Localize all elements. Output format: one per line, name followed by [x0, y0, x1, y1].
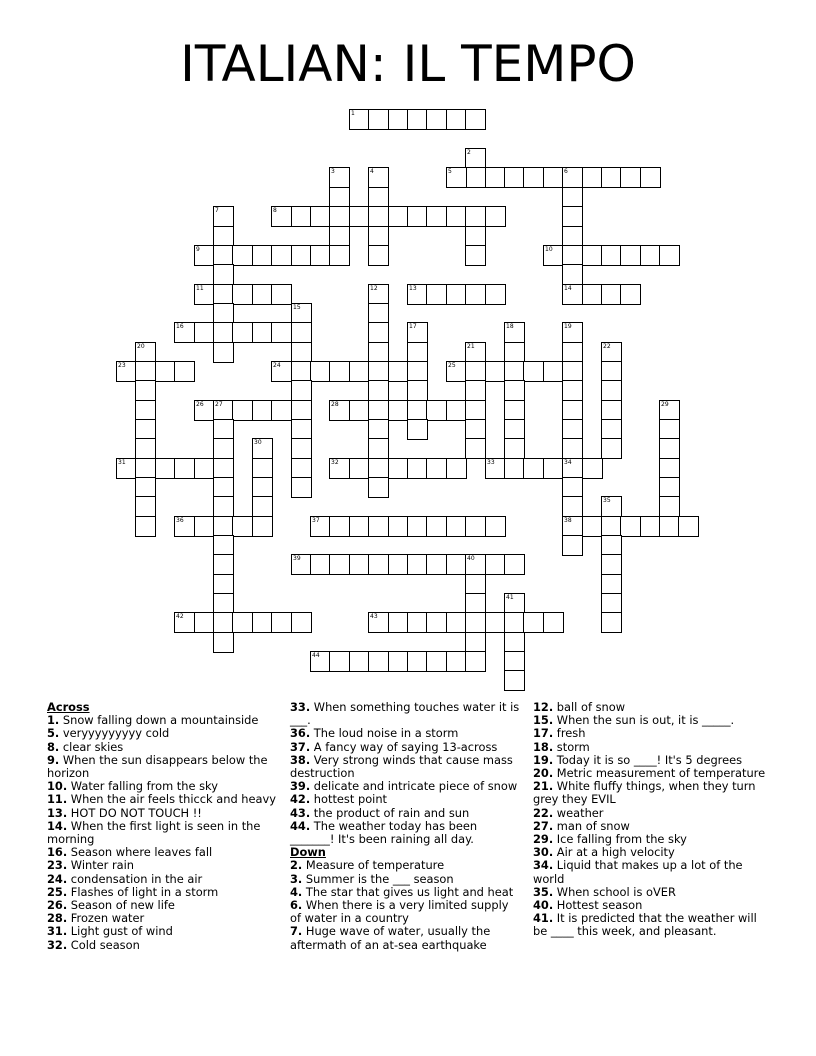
clue-number: 8 [273, 207, 277, 214]
grid-cell[interactable] [407, 322, 428, 343]
clue-text: It is predicted that the weather will be ____ this week, and pleasant. [533, 911, 757, 939]
grid-cell[interactable] [252, 496, 273, 517]
clue-number: 42 [176, 613, 184, 620]
grid-cell[interactable] [601, 438, 622, 459]
clue-number-label: 44. [290, 818, 311, 833]
grid-cell[interactable] [562, 438, 583, 459]
grid-cell[interactable] [329, 400, 350, 421]
grid-cell[interactable] [446, 458, 467, 479]
clue-text: delicate and intricate piece of snow [310, 779, 518, 794]
section-heading: Down [290, 845, 326, 860]
grid-cell[interactable] [407, 380, 428, 401]
clue-number: 43 [370, 613, 378, 620]
clue-text: Winter rain [67, 858, 135, 873]
clue-number: 39 [293, 555, 301, 562]
clue-number-label: 13. [47, 805, 68, 820]
clue-text: storm [553, 739, 590, 754]
clue-number-label: 36. [290, 726, 311, 741]
clue-number-label: 16. [47, 845, 68, 860]
clue-text: When the air feels thicck and heavy [67, 792, 276, 807]
clue-text: Measure of temperature [302, 858, 445, 873]
grid-cell[interactable] [252, 438, 273, 459]
grid-cell[interactable] [562, 535, 583, 556]
clue-number: 29 [661, 401, 669, 408]
grid-cell[interactable] [504, 670, 525, 691]
grid-cell[interactable] [135, 380, 156, 401]
clue-number: 18 [506, 323, 514, 330]
grid-cell[interactable] [640, 167, 661, 188]
clue-text: Frozen water [67, 911, 145, 926]
clue-number: 3 [331, 168, 335, 175]
clue-text: Cold season [67, 937, 140, 952]
clue-number: 7 [215, 207, 219, 214]
clue-text: When school is oVER [553, 884, 676, 899]
clue-number-label: 10. [47, 779, 68, 794]
clue-number-label: 33. [290, 700, 311, 714]
clue-number-label: 31. [47, 924, 68, 939]
clue-number-label: 20. [533, 766, 554, 781]
clue-number-label: 29. [533, 832, 554, 847]
clue-text: veryyyyyyyyy cold [59, 726, 170, 741]
clue-number-label: 37. [290, 739, 311, 754]
clue-number: 5 [448, 168, 452, 175]
clue-text: Huge wave of water, usually the aftermath of an at-sea earthquake [290, 924, 491, 952]
grid-cell[interactable] [368, 380, 389, 401]
clue-item [533, 912, 773, 938]
clue-text: Snow falling down a mountainside [59, 713, 259, 728]
grid-cell[interactable] [368, 245, 389, 266]
clue-text: When something touches water it is ___. [290, 700, 520, 728]
clue-number-label: 7. [290, 924, 303, 939]
grid-cell[interactable] [291, 477, 312, 498]
grid-cell[interactable] [562, 206, 583, 227]
grid-cell[interactable] [213, 342, 234, 363]
grid-cell[interactable] [620, 284, 641, 305]
clue-number-label: 39. [290, 779, 311, 794]
clue-number: 40 [467, 555, 475, 562]
clue-number-label: 11. [47, 792, 68, 807]
grid-cell[interactable] [659, 496, 680, 517]
clue-number: 34 [564, 459, 572, 466]
clue-number: 13 [409, 285, 417, 292]
grid-cell[interactable] [329, 167, 350, 188]
clue-number-label: 3. [290, 871, 303, 886]
grid-cell[interactable] [329, 361, 350, 382]
grid-cell[interactable] [368, 322, 389, 343]
grid-cell[interactable] [271, 284, 292, 305]
grid-cell[interactable] [678, 516, 699, 537]
grid-cell[interactable] [368, 438, 389, 459]
clue-number: 22 [603, 343, 611, 350]
clue-text: The star that gives us light and heat [302, 884, 514, 899]
grid-cell[interactable] [213, 264, 234, 285]
grid-cell[interactable] [368, 612, 389, 633]
grid-cell[interactable] [659, 245, 680, 266]
clue-number: 4 [370, 168, 374, 175]
clue-number: 41 [506, 594, 514, 601]
clue-number-label: 24. [47, 871, 68, 886]
clue-text: When the first light is seen in the morning [47, 818, 261, 847]
clue-number: 26 [196, 401, 204, 408]
clue-number: 28 [331, 401, 339, 408]
grid-cell[interactable] [213, 554, 234, 575]
clue-text: weather [553, 805, 604, 820]
clue-number-label: 23. [47, 858, 68, 873]
clue-number: 33 [487, 459, 495, 466]
grid-cell[interactable] [426, 612, 447, 633]
clue-item [290, 701, 522, 727]
clue-text: When the sun is out, it is _____. [553, 713, 735, 728]
clue-number: 12 [370, 285, 378, 292]
grid-cell[interactable] [562, 496, 583, 517]
clue-number-label: 32. [47, 937, 68, 952]
clue-number-label: 25. [47, 884, 68, 899]
clue-number: 35 [603, 497, 611, 504]
clues-column-1 [47, 701, 279, 952]
clue-text: Ice falling from the sky [553, 832, 687, 847]
clue-number: 14 [564, 285, 572, 292]
clue-number-label: 41. [533, 911, 554, 926]
grid-cell[interactable] [465, 284, 486, 305]
clue-item [290, 820, 522, 846]
clue-text: man of snow [553, 818, 630, 833]
grid-cell[interactable] [562, 167, 583, 188]
grid-cell[interactable] [523, 167, 544, 188]
clue-item [290, 925, 522, 951]
grid-cell[interactable] [620, 245, 641, 266]
grid-cell[interactable] [174, 361, 195, 382]
grid-cell[interactable] [523, 612, 544, 633]
clues-column-2 [290, 701, 522, 952]
grid-cell[interactable] [368, 206, 389, 227]
grid-cell[interactable] [329, 245, 350, 266]
grid-cell[interactable] [465, 438, 486, 459]
clue-number-label: 26. [47, 898, 68, 913]
grid-cell[interactable] [329, 516, 350, 537]
grid-cell[interactable] [426, 651, 447, 672]
grid-cell[interactable] [232, 284, 253, 305]
clue-number-label: 22. [533, 805, 554, 820]
clue-number: 19 [564, 323, 572, 330]
section-heading: Across [47, 700, 90, 714]
clue-text: The loud noise in a storm [310, 726, 459, 741]
clue-text: The weather today has been _______! It's been raining all day. [290, 818, 478, 847]
clue-number-label: 38. [290, 752, 311, 767]
clue-number: 1 [351, 110, 355, 117]
grid-cell[interactable] [426, 516, 447, 537]
clue-text: Hottest season [553, 898, 643, 913]
clue-number: 20 [137, 343, 145, 350]
grid-cell[interactable] [271, 400, 292, 421]
clue-number-label: 21. [533, 779, 554, 794]
clue-item [47, 820, 279, 846]
grid-cell[interactable] [174, 516, 195, 537]
grid-cell[interactable] [543, 612, 564, 633]
grid-cell[interactable] [329, 651, 350, 672]
clue-text: the product of rain and sun [310, 805, 470, 820]
clue-number: 10 [545, 246, 553, 253]
page-title: ITALIAN: IL TEMPO [180, 35, 636, 93]
grid-cell[interactable] [213, 206, 234, 227]
clue-item [533, 859, 773, 885]
grid-cell[interactable] [368, 109, 389, 130]
clue-text: Liquid that makes up a lot of the world [533, 858, 743, 886]
grid-cell[interactable] [368, 516, 389, 537]
clue-number-label: 2. [290, 858, 303, 873]
clue-text: Water falling from the sky [67, 779, 218, 794]
clue-item [290, 754, 522, 780]
grid-cell[interactable] [465, 516, 486, 537]
grid-cell[interactable] [426, 109, 447, 130]
clue-number-label: 4. [290, 884, 303, 899]
clue-text: HOT DO NOT TOUCH !! [67, 805, 202, 820]
grid-cell[interactable] [465, 554, 486, 575]
grid-cell[interactable] [232, 245, 253, 266]
clue-item [47, 939, 279, 952]
grid-cell[interactable] [291, 322, 312, 343]
clue-text: A fancy way of saying 13-across [310, 739, 498, 754]
clue-number: 21 [467, 343, 475, 350]
grid-cell[interactable] [465, 651, 486, 672]
clue-number-label: 43. [290, 805, 311, 820]
grid-cell[interactable] [582, 458, 603, 479]
clue-number: 11 [196, 285, 204, 292]
clue-text: Summer is the ___ season [302, 871, 454, 886]
grid-cell[interactable] [426, 284, 447, 305]
grid-cell[interactable] [271, 245, 292, 266]
grid-cell[interactable] [271, 322, 292, 343]
grid-cell[interactable] [368, 554, 389, 575]
clue-text: condensation in the air [67, 871, 203, 886]
clue-number-label: 9. [47, 752, 60, 767]
grid-cell[interactable] [232, 516, 253, 537]
grid-cell[interactable] [504, 438, 525, 459]
grid-cell[interactable] [407, 419, 428, 440]
clue-text: When the sun disappears below the horizon [47, 752, 268, 781]
clue-text: hottest point [310, 792, 388, 807]
grid-cell[interactable] [659, 438, 680, 459]
clue-number: 31 [118, 459, 126, 466]
grid-cell[interactable] [135, 516, 156, 537]
clue-number-label: 5. [47, 726, 60, 741]
clue-number: 16 [176, 323, 184, 330]
grid-cell[interactable] [174, 322, 195, 343]
grid-cell[interactable] [562, 322, 583, 343]
grid-cell[interactable] [329, 206, 350, 227]
clue-number: 15 [293, 304, 301, 311]
grid-cell[interactable] [291, 380, 312, 401]
grid-cell[interactable] [271, 361, 292, 382]
grid-cell[interactable] [329, 458, 350, 479]
clue-text: ball of snow [553, 700, 626, 714]
grid-cell[interactable] [213, 438, 234, 459]
grid-cell[interactable] [562, 284, 583, 305]
grid-cell[interactable] [135, 496, 156, 517]
grid-cell[interactable] [426, 458, 447, 479]
grid-cell[interactable] [465, 612, 486, 633]
clues-column-3 [533, 701, 773, 939]
clue-text: fresh [553, 726, 586, 741]
clue-text: Light gust of wind [67, 924, 173, 939]
grid-cell[interactable] [562, 264, 583, 285]
clue-number-label: 15. [533, 713, 554, 728]
grid-cell[interactable] [271, 612, 292, 633]
clue-number-label: 6. [290, 898, 303, 913]
grid-cell[interactable] [562, 380, 583, 401]
grid-cell[interactable] [291, 438, 312, 459]
clue-number: 25 [448, 362, 456, 369]
grid-cell[interactable] [368, 477, 389, 498]
clue-number: 23 [118, 362, 126, 369]
clue-number: 38 [564, 517, 572, 524]
grid-cell[interactable] [620, 167, 641, 188]
clue-number: 17 [409, 323, 417, 330]
grid-cell[interactable] [465, 380, 486, 401]
grid-cell[interactable] [232, 612, 253, 633]
clue-number-label: 17. [533, 726, 554, 741]
grid-cell[interactable] [485, 284, 506, 305]
clue-number: 32 [331, 459, 339, 466]
clue-number: 24 [273, 362, 281, 369]
clue-number-label: 1. [47, 713, 60, 728]
grid-cell[interactable] [368, 167, 389, 188]
clue-number: 27 [215, 401, 223, 408]
clue-number: 36 [176, 517, 184, 524]
grid-cell[interactable] [426, 400, 447, 421]
clue-number: 30 [254, 439, 262, 446]
grid-cell[interactable] [465, 245, 486, 266]
clue-text: When there is a very limited supply of water in a country [290, 898, 509, 926]
clue-text: Season of new life [67, 898, 175, 913]
clue-text: White fluffy things, when they turn grey they EVIL [533, 779, 756, 807]
clue-number: 37 [312, 517, 320, 524]
clue-text: Metric measurement of temperature [553, 766, 766, 781]
clue-number: 44 [312, 652, 320, 659]
grid-cell[interactable] [135, 438, 156, 459]
grid-cell[interactable] [601, 554, 622, 575]
clue-text: Today it is so ____! It's 5 degrees [553, 752, 743, 767]
grid-cell[interactable] [465, 109, 486, 130]
clue-number-label: 18. [533, 739, 554, 754]
grid-cell[interactable] [271, 206, 292, 227]
grid-cell[interactable] [329, 554, 350, 575]
clue-text: Very strong winds that cause mass destruction [290, 752, 513, 781]
clue-number-label: 28. [47, 911, 68, 926]
clue-number-label: 19. [533, 752, 554, 767]
clue-number-label: 30. [533, 845, 554, 860]
clue-number: 9 [196, 246, 200, 253]
grid-cell[interactable] [213, 496, 234, 517]
clue-item [533, 780, 773, 806]
grid-cell[interactable] [213, 632, 234, 653]
clue-text: Flashes of light in a storm [67, 884, 219, 899]
clue-number-label: 35. [533, 884, 554, 899]
grid-cell[interactable] [174, 612, 195, 633]
grid-cell[interactable] [252, 516, 273, 537]
grid-cell[interactable] [504, 322, 525, 343]
grid-cell[interactable] [174, 458, 195, 479]
grid-cell[interactable] [504, 380, 525, 401]
grid-cell[interactable] [485, 516, 506, 537]
clue-item [290, 899, 522, 925]
clue-number-label: 8. [47, 739, 60, 754]
grid-cell[interactable] [232, 322, 253, 343]
grid-cell[interactable] [426, 554, 447, 575]
grid-cell[interactable] [426, 206, 447, 227]
grid-cell[interactable] [601, 496, 622, 517]
grid-cell[interactable] [523, 458, 544, 479]
clue-number: 2 [467, 149, 471, 156]
clue-number: 6 [564, 168, 568, 175]
grid-cell[interactable] [485, 206, 506, 227]
clue-number-label: 14. [47, 818, 68, 833]
clue-text: clear skies [59, 739, 124, 754]
clue-number-label: 40. [533, 898, 554, 913]
grid-cell[interactable] [523, 361, 544, 382]
clue-number-label: 27. [533, 818, 554, 833]
clue-number-label: 12. [533, 700, 554, 714]
grid-cell[interactable] [446, 167, 467, 188]
grid-cell[interactable] [465, 206, 486, 227]
grid-cell[interactable] [232, 400, 253, 421]
grid-cell[interactable] [620, 516, 641, 537]
clue-text: Season where leaves fall [67, 845, 213, 860]
clue-number-label: 34. [533, 858, 554, 873]
grid-cell[interactable] [465, 167, 486, 188]
grid-cell[interactable] [504, 554, 525, 575]
clue-text: Air at a high velocity [553, 845, 675, 860]
clue-item [47, 754, 279, 780]
clue-number-label: 42. [290, 792, 311, 807]
grid-cell[interactable] [291, 612, 312, 633]
grid-cell[interactable] [368, 651, 389, 672]
grid-cell[interactable] [601, 380, 622, 401]
grid-cell[interactable] [601, 612, 622, 633]
